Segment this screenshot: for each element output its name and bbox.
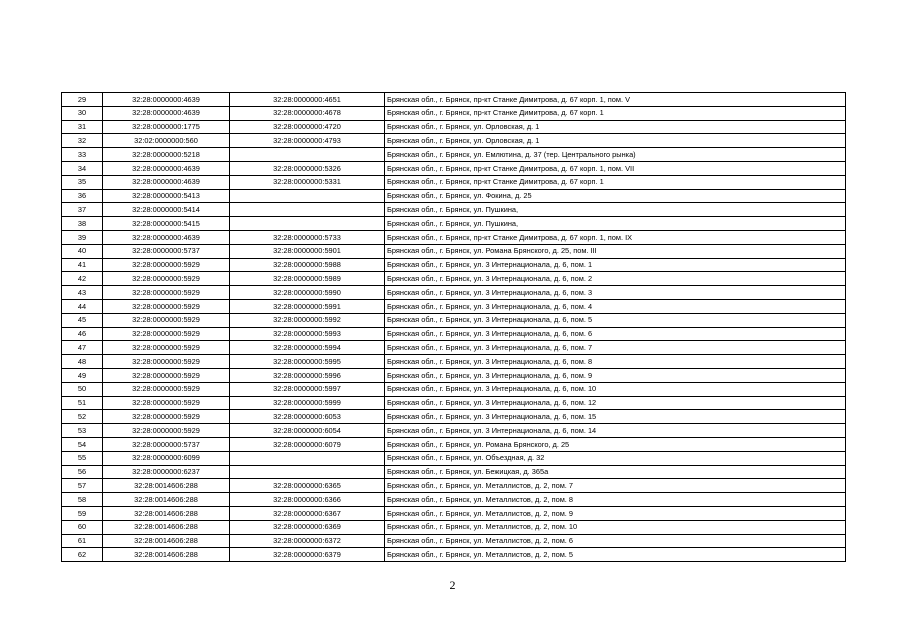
parent-cadastral-number-cell: 32:28:0000000:5413: [103, 189, 230, 203]
cadastral-number-cell: 32:28:0000000:4651: [230, 93, 385, 107]
cadastral-number-cell: 32:28:0000000:5996: [230, 368, 385, 382]
parent-cadastral-number-cell: 32:28:0000000:4639: [103, 161, 230, 175]
address-cell: Брянская обл., г. Брянск, пр-кт Станке Димитрова, д. 67 корп. 1, пом. V: [385, 93, 846, 107]
address-cell: Брянская обл., г. Брянск, ул. 3 Интернационала, д. 6, пом. 8: [385, 355, 846, 369]
address-cell: Брянская обл., г. Брянск, ул. Пушкина,: [385, 217, 846, 231]
table-row: [62, 175, 846, 189]
address-cell: Брянская обл., г. Брянск, пр-кт Станке Димитрова, д. 67 корп. 1: [385, 175, 846, 189]
address-cell: Брянская обл., г. Брянск, ул. Орловская, д. 1: [385, 134, 846, 148]
row-number-cell: 35: [62, 175, 103, 189]
parent-cadastral-number-cell: 32:28:0000000:5929: [103, 396, 230, 410]
parent-cadastral-number-cell: 32:28:0014606:288: [103, 534, 230, 548]
cadastral-number-cell: 32:28:0000000:5989: [230, 272, 385, 286]
row-number-cell: 45: [62, 313, 103, 327]
address-cell: Брянская обл., г. Брянск, ул. 3 Интернационала, д. 6, пом. 6: [385, 327, 846, 341]
parent-cadastral-number-cell: 32:28:0000000:6099: [103, 451, 230, 465]
parent-cadastral-number-cell: 32:28:0000000:4639: [103, 93, 230, 107]
row-number-cell: 51: [62, 396, 103, 410]
address-cell: Брянская обл., г. Брянск, ул. Романа Брянского, д. 25: [385, 437, 846, 451]
parent-cadastral-number-cell: 32:28:0014606:288: [103, 506, 230, 520]
parent-cadastral-number-cell: 32:28:0000000:5929: [103, 272, 230, 286]
page-number: 2: [449, 578, 456, 592]
parent-cadastral-number-cell: 32:28:0000000:5929: [103, 258, 230, 272]
address-cell: Брянская обл., г. Брянск, ул. 3 Интернационала, д. 6, пом. 3: [385, 286, 846, 300]
row-number-cell: 50: [62, 382, 103, 396]
cadastral-number-cell: 32:28:0000000:5901: [230, 244, 385, 258]
cadastral-number-cell: 32:28:0000000:6053: [230, 410, 385, 424]
cadastral-number-cell: 32:28:0000000:6369: [230, 520, 385, 534]
table-row: [62, 410, 846, 424]
row-number-cell: 33: [62, 148, 103, 162]
table-row: [62, 93, 846, 107]
row-number-cell: 48: [62, 355, 103, 369]
cadastral-number-cell: 32:28:0000000:6372: [230, 534, 385, 548]
row-number-cell: 36: [62, 189, 103, 203]
address-cell: Брянская обл., г. Брянск, пр-кт Станке Димитрова, д. 67 корп. 1, пом. IX: [385, 230, 846, 244]
parent-cadastral-number-cell: 32:28:0000000:5929: [103, 327, 230, 341]
parent-cadastral-number-cell: 32:28:0000000:5414: [103, 203, 230, 217]
row-number-cell: 46: [62, 327, 103, 341]
table-row: [62, 217, 846, 231]
parent-cadastral-number-cell: 32:28:0000000:4639: [103, 230, 230, 244]
address-cell: Брянская обл., г. Брянск, ул. 3 Интернационала, д. 6, пом. 14: [385, 424, 846, 438]
parent-cadastral-number-cell: 32:28:0000000:5929: [103, 424, 230, 438]
address-cell: Брянская обл., г. Брянск, ул. 3 Интернационала, д. 6, пом. 2: [385, 272, 846, 286]
table-row: [62, 120, 846, 134]
address-cell: Брянская обл., г. Брянск, ул. 3 Интернационала, д. 6, пом. 7: [385, 341, 846, 355]
cadastral-number-cell: 32:28:0000000:5990: [230, 286, 385, 300]
row-number-cell: 61: [62, 534, 103, 548]
cadastral-number-cell: [230, 217, 385, 231]
table-row: [62, 520, 846, 534]
row-number-cell: 31: [62, 120, 103, 134]
table-row: [62, 493, 846, 507]
cadastral-number-cell: [230, 451, 385, 465]
address-cell: Брянская обл., г. Брянск, ул. Фокина, д. 25: [385, 189, 846, 203]
cadastral-number-cell: 32:28:0000000:5993: [230, 327, 385, 341]
table-row: [62, 230, 846, 244]
row-number-cell: 56: [62, 465, 103, 479]
row-number-cell: 58: [62, 493, 103, 507]
address-cell: Брянская обл., г. Брянск, ул. Металлистов, д. 2, пом. 10: [385, 520, 846, 534]
parent-cadastral-number-cell: 32:28:0000000:5929: [103, 299, 230, 313]
cadastral-number-cell: 32:28:0000000:4720: [230, 120, 385, 134]
cadastral-number-cell: 32:28:0000000:5992: [230, 313, 385, 327]
table-row: [62, 451, 846, 465]
parent-cadastral-number-cell: 32:28:0000000:5929: [103, 410, 230, 424]
parent-cadastral-number-cell: 32:28:0000000:5737: [103, 244, 230, 258]
cadastral-number-cell: 32:28:0000000:5733: [230, 230, 385, 244]
parent-cadastral-number-cell: 32:28:0000000:5929: [103, 355, 230, 369]
table-row: [62, 106, 846, 120]
table-row: [62, 258, 846, 272]
table-row: [62, 327, 846, 341]
cadastral-number-cell: 32:28:0000000:6366: [230, 493, 385, 507]
parent-cadastral-number-cell: 32:28:0000000:4639: [103, 175, 230, 189]
table-row: [62, 382, 846, 396]
cadastral-number-cell: 32:28:0000000:5326: [230, 161, 385, 175]
table-row: [62, 368, 846, 382]
address-cell: Брянская обл., г. Брянск, ул. Бежицкая, д. 365а: [385, 465, 846, 479]
address-cell: Брянская обл., г. Брянск, ул. 3 Интернационала, д. 6, пом. 15: [385, 410, 846, 424]
row-number-cell: 52: [62, 410, 103, 424]
row-number-cell: 55: [62, 451, 103, 465]
address-cell: Брянская обл., г. Брянск, ул. Орловская, д. 1: [385, 120, 846, 134]
cadastral-number-cell: 32:28:0000000:5995: [230, 355, 385, 369]
address-cell: Брянская обл., г. Брянск, ул. Металлистов, д. 2, пом. 5: [385, 548, 846, 562]
address-cell: Брянская обл., г. Брянск, ул. Пушкина,: [385, 203, 846, 217]
address-cell: Брянская обл., г. Брянск, ул. 3 Интернационала, д. 6, пом. 10: [385, 382, 846, 396]
address-cell: Брянская обл., г. Брянск, ул. Объездная, д. 32: [385, 451, 846, 465]
parent-cadastral-number-cell: 32:28:0000000:5415: [103, 217, 230, 231]
parent-cadastral-number-cell: 32:28:0000000:5929: [103, 313, 230, 327]
table-row: [62, 465, 846, 479]
row-number-cell: 43: [62, 286, 103, 300]
address-cell: Брянская обл., г. Брянск, ул. Металлистов, д. 2, пом. 7: [385, 479, 846, 493]
cadastral-number-cell: 32:28:0000000:6054: [230, 424, 385, 438]
address-cell: Брянская обл., г. Брянск, ул. Емлютина, д. 37 (тер. Центрального рынка): [385, 148, 846, 162]
table-row: [62, 134, 846, 148]
row-number-cell: 29: [62, 93, 103, 107]
cadastral-number-cell: [230, 189, 385, 203]
row-number-cell: 62: [62, 548, 103, 562]
address-cell: Брянская обл., г. Брянск, ул. 3 Интернационала, д. 6, пом. 12: [385, 396, 846, 410]
row-number-cell: 30: [62, 106, 103, 120]
cadastral-number-cell: 32:28:0000000:5999: [230, 396, 385, 410]
parent-cadastral-number-cell: 32:28:0000000:5929: [103, 382, 230, 396]
parent-cadastral-number-cell: 32:28:0000000:1775: [103, 120, 230, 134]
row-number-cell: 53: [62, 424, 103, 438]
table-row: [62, 437, 846, 451]
table-row: [62, 424, 846, 438]
parent-cadastral-number-cell: 32:28:0000000:5929: [103, 341, 230, 355]
cadastral-number-cell: 32:28:0000000:5991: [230, 299, 385, 313]
table-row: [62, 355, 846, 369]
table-row: [62, 313, 846, 327]
cadastral-number-cell: 32:28:0000000:5997: [230, 382, 385, 396]
parent-cadastral-number-cell: 32:28:0014606:288: [103, 493, 230, 507]
cadastral-number-cell: 32:28:0000000:5331: [230, 175, 385, 189]
parent-cadastral-number-cell: 32:28:0000000:4639: [103, 106, 230, 120]
row-number-cell: 42: [62, 272, 103, 286]
row-number-cell: 38: [62, 217, 103, 231]
cadastral-number-cell: [230, 465, 385, 479]
address-cell: Брянская обл., г. Брянск, пр-кт Станке Димитрова, д. 67 корп. 1, пом. VII: [385, 161, 846, 175]
cadastral-number-cell: 32:28:0000000:5988: [230, 258, 385, 272]
parent-cadastral-number-cell: 32:28:0000000:5737: [103, 437, 230, 451]
row-number-cell: 41: [62, 258, 103, 272]
table-row: [62, 161, 846, 175]
table-row: [62, 548, 846, 562]
cadastral-number-cell: 32:28:0000000:6079: [230, 437, 385, 451]
cadastral-number-cell: 32:28:0000000:6365: [230, 479, 385, 493]
property-registry-table: [61, 92, 846, 562]
table-row: [62, 299, 846, 313]
row-number-cell: 32: [62, 134, 103, 148]
row-number-cell: 49: [62, 368, 103, 382]
cadastral-number-cell: [230, 148, 385, 162]
table-row: [62, 203, 846, 217]
cadastral-number-cell: 32:28:0000000:6367: [230, 506, 385, 520]
table-row: [62, 244, 846, 258]
cadastral-number-cell: [230, 203, 385, 217]
table-row: [62, 272, 846, 286]
table-row: [62, 341, 846, 355]
table-row: [62, 534, 846, 548]
parent-cadastral-number-cell: 32:28:0000000:6237: [103, 465, 230, 479]
cadastral-number-cell: 32:28:0000000:5994: [230, 341, 385, 355]
address-cell: Брянская обл., г. Брянск, пр-кт Станке Димитрова, д. 67 корп. 1: [385, 106, 846, 120]
address-cell: Брянская обл., г. Брянск, ул. Металлистов, д. 2, пом. 8: [385, 493, 846, 507]
row-number-cell: 44: [62, 299, 103, 313]
cadastral-number-cell: 32:28:0000000:6379: [230, 548, 385, 562]
cadastral-number-cell: 32:28:0000000:4678: [230, 106, 385, 120]
table-row: [62, 148, 846, 162]
address-cell: Брянская обл., г. Брянск, ул. 3 Интернационала, д. 6, пом. 1: [385, 258, 846, 272]
row-number-cell: 54: [62, 437, 103, 451]
parent-cadastral-number-cell: 32:28:0000000:5218: [103, 148, 230, 162]
address-cell: Брянская обл., г. Брянск, ул. Металлистов, д. 2, пом. 9: [385, 506, 846, 520]
parent-cadastral-number-cell: 32:28:0014606:288: [103, 479, 230, 493]
cadastral-number-cell: 32:28:0000000:4793: [230, 134, 385, 148]
address-cell: Брянская обл., г. Брянск, ул. 3 Интернационала, д. 6, пом. 5: [385, 313, 846, 327]
parent-cadastral-number-cell: 32:28:0000000:5929: [103, 368, 230, 382]
row-number-cell: 59: [62, 506, 103, 520]
row-number-cell: 37: [62, 203, 103, 217]
address-cell: Брянская обл., г. Брянск, ул. 3 Интернационала, д. 6, пом. 4: [385, 299, 846, 313]
row-number-cell: 60: [62, 520, 103, 534]
parent-cadastral-number-cell: 32:02:0000000:560: [103, 134, 230, 148]
parent-cadastral-number-cell: 32:28:0000000:5929: [103, 286, 230, 300]
row-number-cell: 34: [62, 161, 103, 175]
table-row: [62, 286, 846, 300]
table-row: [62, 506, 846, 520]
table-row: [62, 189, 846, 203]
address-cell: Брянская обл., г. Брянск, ул. Металлистов, д. 2, пом. 6: [385, 534, 846, 548]
table-row: [62, 479, 846, 493]
row-number-cell: 47: [62, 341, 103, 355]
address-cell: Брянская обл., г. Брянск, ул. 3 Интернационала, д. 6, пом. 9: [385, 368, 846, 382]
row-number-cell: 39: [62, 230, 103, 244]
parent-cadastral-number-cell: 32:28:0014606:288: [103, 520, 230, 534]
row-number-cell: 40: [62, 244, 103, 258]
table-body: [62, 93, 846, 562]
row-number-cell: 57: [62, 479, 103, 493]
address-cell: Брянская обл., г. Брянск, ул. Романа Брянского, д. 25, пом. III: [385, 244, 846, 258]
parent-cadastral-number-cell: 32:28:0014606:288: [103, 548, 230, 562]
table-row: [62, 396, 846, 410]
